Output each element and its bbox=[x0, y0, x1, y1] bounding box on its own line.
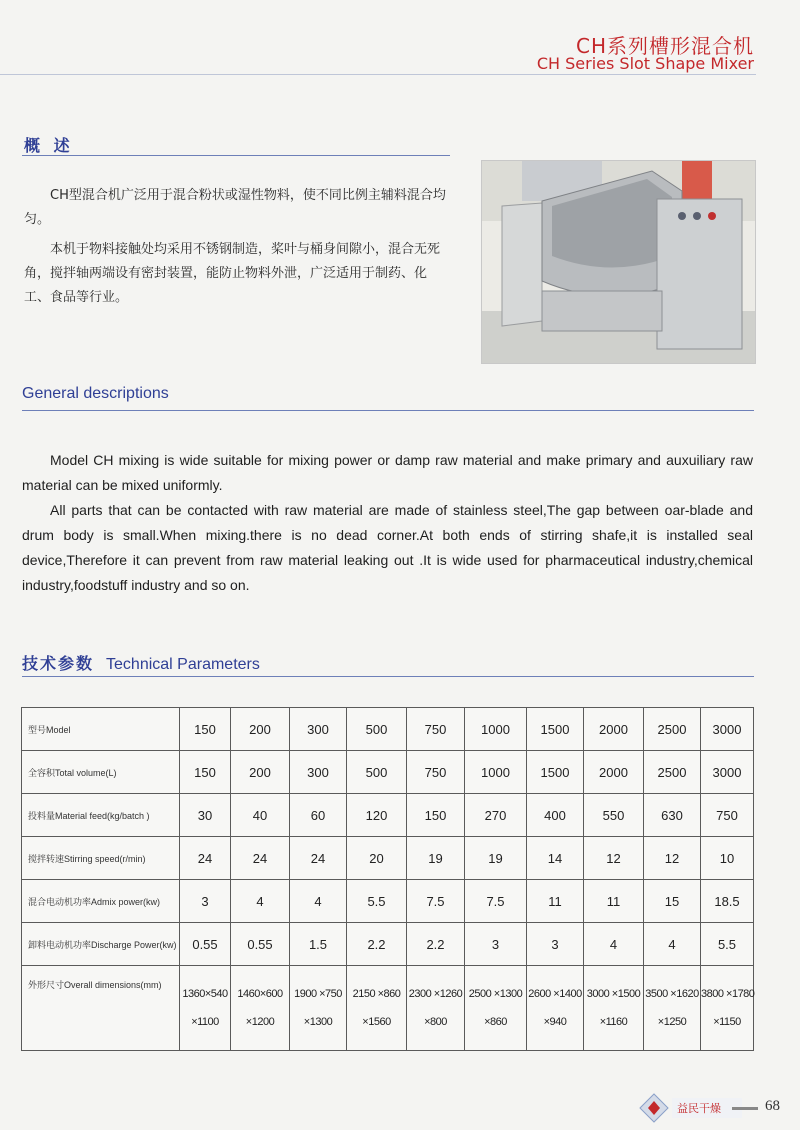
parameters-table bbox=[21, 707, 754, 1051]
table-cell: 3 bbox=[465, 923, 527, 966]
table-cell: 150 bbox=[407, 794, 465, 837]
table-cell: 4 bbox=[231, 880, 290, 923]
table-cell: 1500 bbox=[527, 751, 584, 794]
params-heading-en: Technical Parameters bbox=[106, 656, 260, 673]
table-cell: 200 bbox=[231, 708, 290, 751]
table-cell: 300 bbox=[290, 751, 347, 794]
dimension-line-2: ×1200 bbox=[245, 1016, 275, 1028]
table-cell: 1000 bbox=[465, 708, 527, 751]
dimension-line-2: ×940 bbox=[543, 1016, 567, 1028]
table-cell: 2000 bbox=[584, 708, 644, 751]
table-cell: 120 bbox=[347, 794, 407, 837]
dimension-cell bbox=[527, 966, 584, 1051]
table-cell: 4 bbox=[644, 923, 701, 966]
dimension-line-1: 1460×600 bbox=[237, 988, 283, 1000]
row-label: 全容积Total volume(L) bbox=[22, 751, 180, 794]
table-cell: 14 bbox=[527, 837, 584, 880]
table-cell: 630 bbox=[644, 794, 701, 837]
mixer-photo bbox=[481, 160, 756, 364]
dimension-line-2: ×1560 bbox=[362, 1016, 391, 1028]
table-cell: 3 bbox=[527, 923, 584, 966]
page-number: 68 bbox=[765, 1098, 780, 1114]
table-cell: 5.5 bbox=[701, 923, 754, 966]
table-cell: 60 bbox=[290, 794, 347, 837]
general-divider bbox=[22, 410, 754, 411]
mixer-illustration bbox=[482, 161, 755, 363]
table-cell: 750 bbox=[701, 794, 754, 837]
table-cell: 3000 bbox=[701, 751, 754, 794]
table-cell: 150 bbox=[180, 708, 231, 751]
dimension-cell bbox=[644, 966, 701, 1051]
table-row bbox=[22, 751, 754, 794]
dimension-line-2: ×1250 bbox=[657, 1016, 687, 1028]
general-paragraph-2: All parts that can be contacted with raw material are made of stainless steel,The gap between oar-blade and drum body is small.When mixing.there is no dead corner.At both ends of stirring shafe,it is installed seal device,Therefore it can prevent from raw material leaking out .It is wide used for pharmaceutical industry,chemical industry,foodstuff industry and so on. bbox=[22, 502, 753, 593]
table-cell: 15 bbox=[644, 880, 701, 923]
general-paragraph-1: Model CH mixing is wide suitable for mixing power or damp raw material and make primary and auxuiliary raw material can be mixed uniformly. bbox=[22, 452, 753, 493]
dimension-line-2: ×1300 bbox=[303, 1016, 333, 1028]
table-cell: 2000 bbox=[584, 751, 644, 794]
table-cell: 1000 bbox=[465, 751, 527, 794]
table-cell: 19 bbox=[465, 837, 527, 880]
dimension-cell bbox=[231, 966, 290, 1051]
general-body bbox=[22, 448, 753, 598]
row-label: 搅拌转速Stirring speed(r/min) bbox=[22, 837, 180, 880]
table-cell: 7.5 bbox=[465, 880, 527, 923]
dimension-cell bbox=[701, 966, 754, 1051]
table-cell: 500 bbox=[347, 708, 407, 751]
table-cell: 3 bbox=[180, 880, 231, 923]
table-cell: 270 bbox=[465, 794, 527, 837]
general-heading: General descriptions bbox=[22, 385, 169, 402]
table-cell: 11 bbox=[527, 880, 584, 923]
dimension-cell bbox=[407, 966, 465, 1051]
table-cell: 4 bbox=[290, 880, 347, 923]
table-cell: 10 bbox=[701, 837, 754, 880]
table-cell: 11 bbox=[584, 880, 644, 923]
dimension-cell bbox=[465, 966, 527, 1051]
table-cell: 400 bbox=[527, 794, 584, 837]
table-cell: 12 bbox=[644, 837, 701, 880]
table-cell: 750 bbox=[407, 751, 465, 794]
table-row-dimensions bbox=[22, 966, 754, 1051]
row-label: 投料量Material feed(kg/batch ) bbox=[22, 794, 180, 837]
dimension-line-1: 2150 ×860 bbox=[352, 988, 401, 1000]
overview-divider bbox=[22, 155, 450, 156]
table-cell: 500 bbox=[347, 751, 407, 794]
table-cell: 1500 bbox=[527, 708, 584, 751]
dimension-line-1: 2300 ×1260 bbox=[408, 988, 463, 1000]
dimension-line-2: ×860 bbox=[484, 1016, 507, 1028]
parameters-table-body bbox=[22, 708, 754, 1051]
dimension-line-1: 1360×540 bbox=[182, 988, 228, 1000]
table-cell: 3000 bbox=[701, 708, 754, 751]
table-cell: 2.2 bbox=[347, 923, 407, 966]
dimension-line-1: 2600 ×1400 bbox=[528, 988, 582, 1000]
table-cell: 30 bbox=[180, 794, 231, 837]
table-cell: 4 bbox=[584, 923, 644, 966]
table-cell: 2500 bbox=[644, 708, 701, 751]
overview-paragraph-2: 本机于物料接触处均采用不锈钢制造，桨叶与桶身间隙小，混合无死角，搅拌轴两端设有密封装置，能防止物料外泄，广泛适用于制药、化工、食品等行业。 bbox=[24, 242, 441, 305]
table-cell: 750 bbox=[407, 708, 465, 751]
table-cell: 200 bbox=[231, 751, 290, 794]
dimension-line-2: ×800 bbox=[424, 1016, 447, 1028]
table-cell: 550 bbox=[584, 794, 644, 837]
header-divider bbox=[0, 74, 756, 75]
table-cell: 12 bbox=[584, 837, 644, 880]
table-cell: 24 bbox=[180, 837, 231, 880]
row-label: 混合电动机功率Admix power(kw) bbox=[22, 880, 180, 923]
dimension-cell bbox=[347, 966, 407, 1051]
dimension-line-2: ×1160 bbox=[599, 1016, 628, 1028]
dimension-line-1: 2500 ×1300 bbox=[468, 988, 523, 1000]
row-label: 型号Model bbox=[22, 708, 180, 751]
table-cell: 18.5 bbox=[701, 880, 754, 923]
table-cell: 2500 bbox=[644, 751, 701, 794]
table-row bbox=[22, 880, 754, 923]
table-row bbox=[22, 794, 754, 837]
dimension-line-1: 3800 ×1780 bbox=[701, 988, 755, 1000]
table-cell: 2.2 bbox=[407, 923, 465, 966]
table-cell: 300 bbox=[290, 708, 347, 751]
page-title-cn: CH系列槽形混合机 bbox=[575, 34, 754, 58]
table-cell: 0.55 bbox=[180, 923, 231, 966]
row-label: 外形尺寸Overall dimensions(mm) bbox=[22, 966, 180, 1051]
brand-name: 益民干燥 bbox=[677, 1102, 721, 1115]
overview-heading: 概 述 bbox=[24, 136, 74, 155]
table-cell: 20 bbox=[347, 837, 407, 880]
params-heading-cn: 技术参数 bbox=[22, 654, 95, 673]
table-cell: 24 bbox=[290, 837, 347, 880]
page-title-en: CH Series Slot Shape Mixer bbox=[536, 54, 754, 73]
table-cell: 19 bbox=[407, 837, 465, 880]
table-cell: 150 bbox=[180, 751, 231, 794]
params-divider bbox=[22, 676, 754, 677]
dimension-cell bbox=[290, 966, 347, 1051]
dimension-line-2: ×1100 bbox=[191, 1016, 219, 1028]
dimension-line-1: 3000 ×1500 bbox=[586, 988, 641, 1000]
table-row bbox=[22, 708, 754, 751]
params-heading bbox=[22, 651, 260, 674]
table-row bbox=[22, 923, 754, 966]
table-cell: 0.55 bbox=[231, 923, 290, 966]
dimension-line-1: 3500 ×1620 bbox=[645, 988, 699, 1000]
table-cell: 7.5 bbox=[407, 880, 465, 923]
row-label: 卸料电动机功率Discharge Power(kw) bbox=[22, 923, 180, 966]
table-cell: 1.5 bbox=[290, 923, 347, 966]
dimension-cell bbox=[180, 966, 231, 1051]
table-row bbox=[22, 837, 754, 880]
dimension-cell bbox=[584, 966, 644, 1051]
table-cell: 5.5 bbox=[347, 880, 407, 923]
dimension-line-1: 1900 ×750 bbox=[294, 988, 342, 1000]
table-cell: 24 bbox=[231, 837, 290, 880]
overview-paragraph-1: CH型混合机广泛用于混合粉状或湿性物料，使不同比例主辅料混合均匀。 bbox=[24, 188, 446, 227]
table-cell: 40 bbox=[231, 794, 290, 837]
dimension-line-2: ×1150 bbox=[713, 1016, 741, 1028]
